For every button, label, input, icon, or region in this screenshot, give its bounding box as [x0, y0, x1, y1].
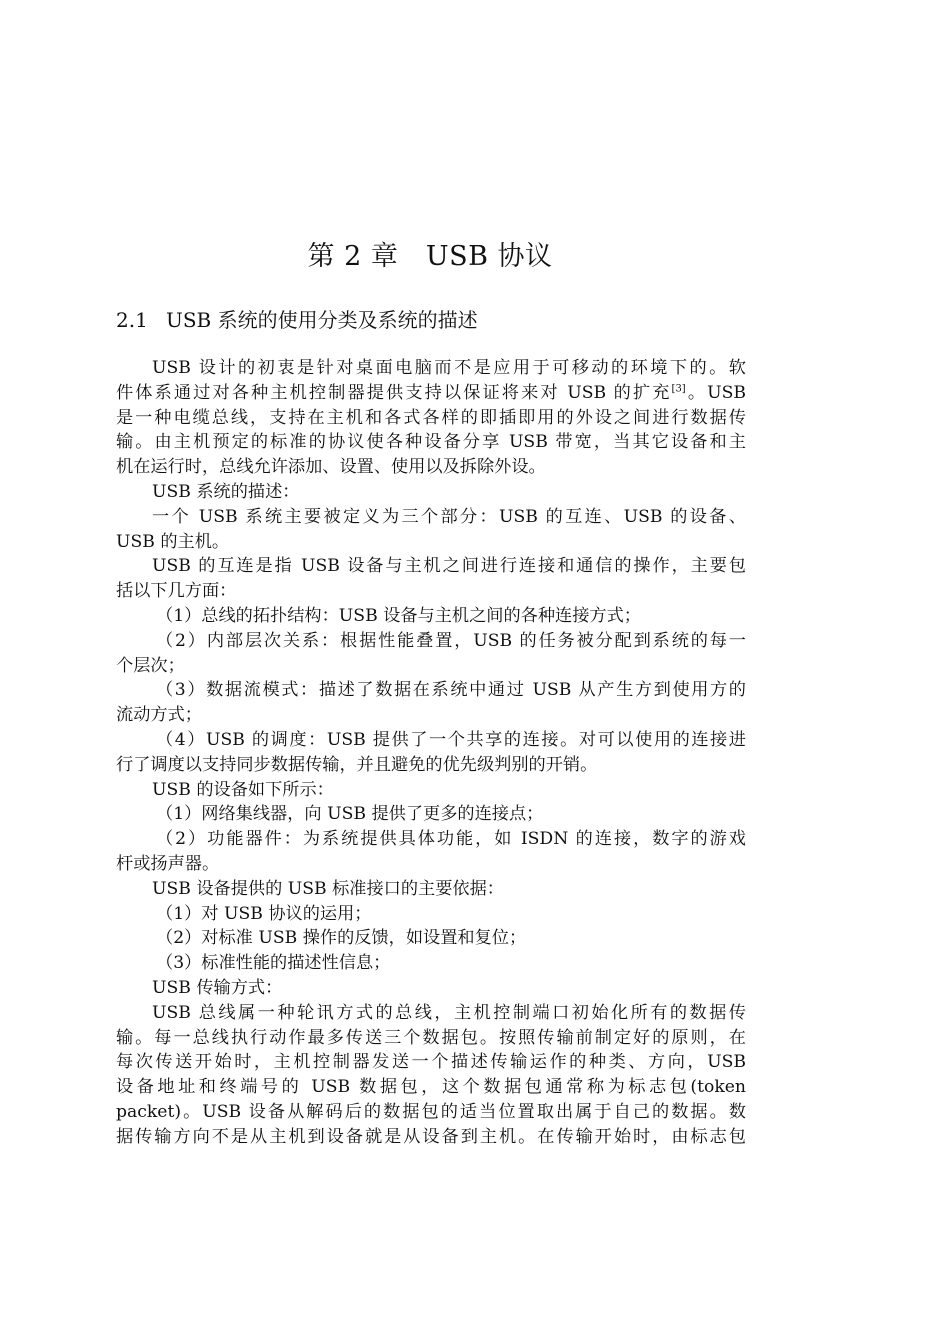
section-number: 2.1: [116, 308, 148, 332]
text-line: [116, 505, 746, 530]
text-line: [116, 629, 746, 654]
text-line: [116, 381, 746, 406]
text-line-content: 是一种电缆总线，支持在主机和各式各样的即插即用的外设之间进行数据传: [116, 407, 746, 428]
text-line: [116, 1100, 746, 1125]
text-line-content: 设备地址和终端号的 USB 数据包，这个数据包通常称为标志包(token: [116, 1077, 746, 1098]
text-line-content: 机在运行时，总线允许添加、设置、使用以及拆除外设。: [116, 457, 546, 478]
text-line: [116, 926, 746, 951]
text-line: [116, 406, 746, 431]
text-line: [116, 455, 746, 480]
section-title: USB 系统的使用分类及系统的描述: [166, 308, 478, 332]
text-line: [116, 604, 746, 629]
text-line-content: （1）网络集线器，向 USB 提供了更多的连接点；: [156, 804, 544, 825]
text-line: [116, 1075, 746, 1100]
text-line-content: （3）标准性能的描述性信息；: [156, 953, 391, 974]
text-line-content: 杆或扬声器。: [116, 853, 220, 874]
text-line: [116, 678, 746, 703]
text-line: [116, 877, 746, 902]
text-line: [116, 778, 746, 803]
text-line: [116, 530, 746, 555]
text-line: [116, 1050, 746, 1075]
text-line-content: 一个 USB 系统主要被定义为三个部分：USB 的互连、USB 的设备、: [152, 506, 746, 527]
text-line-content: 括以下几方面：: [116, 581, 237, 602]
text-line-content: USB 的主机。: [116, 531, 230, 552]
text-line-content: packet)。USB 设备从解码后的数据包的适当位置取出属于自己的数据。数: [116, 1101, 746, 1122]
text-line-content: 个层次；: [116, 655, 185, 676]
text-line-content: 件体系通过对各种主机控制器提供支持以保证将来对 USB 的扩充: [116, 382, 672, 403]
text-line-content: （4）USB 的调度：USB 提供了一个共享的连接。对可以使用的连接进: [156, 729, 746, 750]
text-line-content: 输。每一总线执行动作最多传送三个数据包。按照传输前制定好的原则，在: [116, 1027, 746, 1048]
text-line: [116, 728, 746, 753]
text-line: [116, 1125, 746, 1150]
text-line-content: （2）功能器件：为系统提供具体功能，如 ISDN 的连接，数字的游戏: [156, 829, 746, 850]
text-line: [116, 753, 746, 778]
text-line: [116, 1026, 746, 1051]
text-line: [116, 1001, 746, 1026]
text-line-content: USB 的设备如下所示：: [152, 779, 334, 800]
text-line-content: 输。由主机预定的标准的协议使各种设备分享 USB 带宽，当其它设备和主: [116, 432, 746, 453]
text-line-content: USB 传输方式：: [152, 977, 283, 998]
text-line: [116, 480, 746, 505]
text-line-content: （1）对 USB 协议的运用；: [156, 903, 372, 924]
text-line-content: 每次传送开始时，主机控制器发送一个描述传输运作的种类、方向，USB: [116, 1052, 746, 1073]
text-line: [116, 356, 746, 381]
chapter-title: 第 2 章 USB 协议: [307, 241, 553, 272]
text-line-content: USB 的互连是指 USB 设备与主机之间进行连接和通信的操作，主要包: [152, 556, 746, 577]
text-line: [116, 976, 746, 1001]
text-line-content: USB 设计的初衷是针对桌面电脑而不是应用于可移动的环境下的。软: [152, 358, 746, 378]
text-line-content: （2）内部层次关系：根据性能叠置，USB 的任务被分配到系统的每一: [156, 630, 746, 651]
text-line: [116, 902, 746, 927]
text-line: [116, 951, 746, 976]
text-line: [116, 827, 746, 852]
text-line-content: 流动方式；: [116, 705, 202, 726]
text-line: [116, 654, 746, 679]
body-text: [116, 356, 746, 1150]
text-line-content: USB 设备提供的 USB 标准接口的主要依据：: [152, 878, 504, 899]
text-line-content: （1）总线的拓扑结构：USB 设备与主机之间的各种连接方式；: [156, 605, 641, 626]
citation-superscript: [3]: [671, 383, 686, 395]
text-line: [116, 554, 746, 579]
text-line-content: USB 系统的描述：: [152, 481, 300, 502]
text-line-content: （3）数据流模式：描述了数据在系统中通过 USB 从产生方到使用方的: [156, 680, 746, 701]
text-line-content: 据传输方向不是从主机到设备就是从设备到主机。在传输开始时，由标志包: [116, 1126, 746, 1147]
text-line: [116, 430, 746, 455]
text-line-content: 行了调度以支持同步数据传输，并且避免的优先级判别的开销。: [116, 754, 598, 775]
text-line-content: USB 总线属一种轮讯方式的总线，主机控制端口初始化所有的数据传: [152, 1002, 746, 1023]
text-line: [116, 852, 746, 877]
text-line: [116, 703, 746, 728]
text-line-tail: 。USB: [685, 382, 746, 403]
text-line-content: （2）对标准 USB 操作的反馈，如设置和复位；: [156, 928, 527, 949]
text-line: [116, 579, 746, 604]
text-line: [116, 802, 746, 827]
section-heading: [116, 304, 478, 336]
